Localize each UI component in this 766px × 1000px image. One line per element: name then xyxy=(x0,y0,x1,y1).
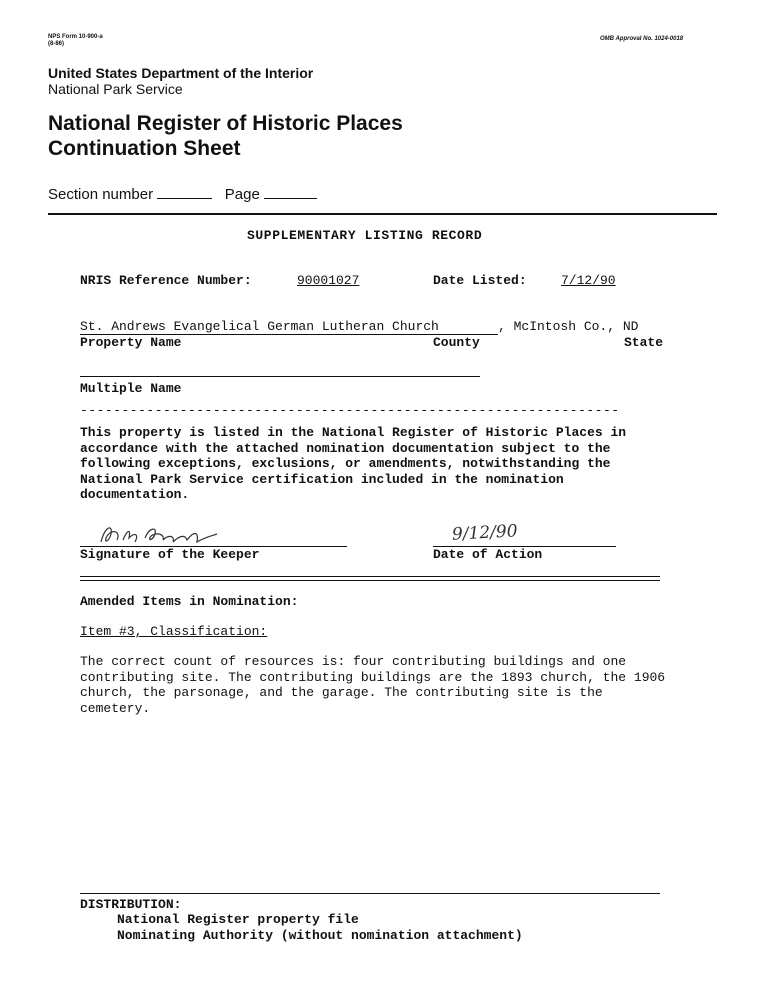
form-id-line1: NPS Form 10-900-a xyxy=(48,34,103,40)
distribution-item: Nominating Authority (without nomination attachment) xyxy=(117,928,523,943)
multiple-name-label: Multiple Name xyxy=(80,381,182,396)
county-label: County xyxy=(433,335,480,350)
department-name: United States Department of the Interior xyxy=(48,65,314,81)
omb-approval: OMB Approval No. 1024-0018 xyxy=(600,36,684,42)
signature-label: Signature of the Keeper xyxy=(80,547,260,562)
date-of-action-handwritten: 9/12/90 xyxy=(451,521,519,545)
header-divider xyxy=(48,213,717,215)
amended-item: Item #3, Classification: xyxy=(80,624,268,639)
multiple-name-line xyxy=(80,376,480,377)
section-page-row xyxy=(48,186,317,203)
double-rule-bottom xyxy=(80,580,660,581)
listing-statement: This property is listed in the National Register of Historic Places in accordance with the attached nomination documentation subject to the following exceptions, exclusions, or amendments, notwithstanding the National Park Service certification included in the nomination documentation. xyxy=(80,425,627,502)
title-line1: National Register of Historic Places xyxy=(48,112,403,135)
property-name-label: Property Name xyxy=(80,335,182,350)
section-number-blank xyxy=(157,186,212,199)
dash-divider: ----------------------------------------------------------------- xyxy=(80,403,620,418)
distribution-item: National Register property file xyxy=(117,912,359,927)
distribution-line xyxy=(80,893,660,894)
page-title xyxy=(48,111,403,161)
date-listed-label: Date Listed: xyxy=(433,273,527,288)
date-of-action-label: Date of Action xyxy=(433,547,543,562)
service-name: National Park Service xyxy=(48,81,183,97)
nris-label: NRIS Reference Number: xyxy=(80,273,252,288)
amended-heading: Amended Items in Nomination: xyxy=(80,594,299,609)
nris-value: 90001027 xyxy=(297,273,360,288)
page-number-blank xyxy=(264,186,317,199)
page-label: Page xyxy=(224,186,260,203)
keeper-signature xyxy=(95,522,225,548)
state-label: State xyxy=(624,335,664,350)
record-heading: SUPPLEMENTARY LISTING RECORD xyxy=(247,228,483,243)
amendment-text: The correct count of resources is: four contributing buildings and one contributing site. The contributing buildings are the 1893 church, the 1906 church, the parsonage, and the garage. The contributing site is the cemetery. xyxy=(80,654,666,716)
form-id-line2: (8-86) xyxy=(48,41,65,47)
county-state-value: , McIntosh Co., ND xyxy=(498,319,639,334)
date-listed-value: 7/12/90 xyxy=(561,273,616,288)
double-rule-top xyxy=(80,576,660,577)
section-number-label: Section number xyxy=(48,186,154,203)
property-name-value: St. Andrews Evangelical German Lutheran Church xyxy=(80,319,439,334)
distribution-label: DISTRIBUTION: xyxy=(80,897,182,912)
form-number xyxy=(48,34,103,48)
title-line2: Continuation Sheet xyxy=(48,137,241,160)
